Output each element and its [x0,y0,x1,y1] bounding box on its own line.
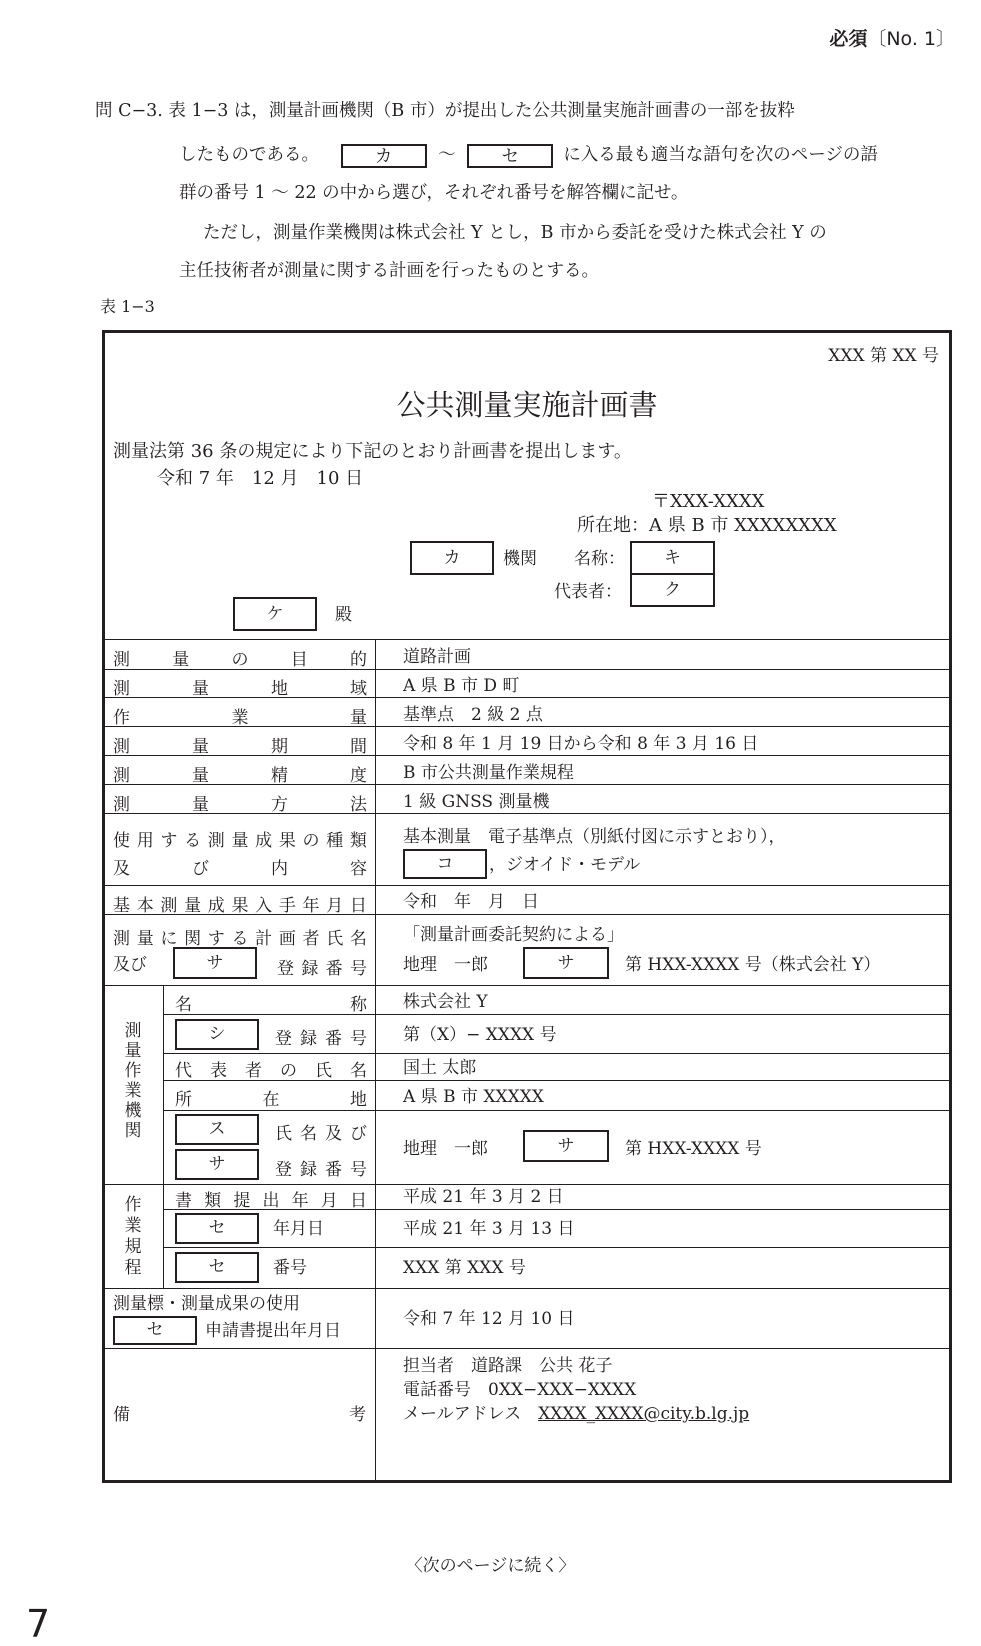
value-planner-1: 「測量計画委託契約による」 [403,925,624,945]
value-agency-loc: A 県 B 市 XXXXX [403,1087,544,1107]
value-acquire: 令和 年 月 日 [403,892,539,912]
blank-box-se-2: セ [175,1213,259,1244]
value-agency-chief-b: 第 HXX-XXXX 号 [625,1139,762,1159]
blank-box-ke: ケ [233,597,317,631]
question-line-5: 主任技術者が測量に関する計画を行ったものとする。 [179,261,599,281]
blank-box-se-4: セ [113,1316,197,1345]
email: XXXX_XXXX@city.b.lg.jp [538,1404,750,1424]
value-results-1: 基本測量 電子基準点（別紙付図に示すとおり）， [403,827,786,847]
label-rules-num: 番号 [273,1258,307,1278]
label-agency-name: 名 称 [175,995,367,1015]
postal-code: 〒XXX-XXXX [652,491,765,512]
value-rules-ymd: 平成 21 年 3 月 13 日 [403,1219,575,1239]
value-agency-rep: 国土 太郎 [403,1058,477,1078]
question-number: 〔No. 1〕 [867,28,955,50]
dono-label: 殿 [335,605,352,625]
label-acquire: 基 本 測 量 成 果 入 手 年 月 日 [113,896,367,916]
label-agency-chief-2: 登 録 番 号 [275,1160,367,1180]
label-remarks-a: 備 [113,1405,130,1425]
remarks-line-3: メールアドレス XXXX_XXXX@city.b.lg.jp [403,1404,750,1424]
label-agency-rep: 代 表 者 の 氏 名 [175,1061,367,1081]
blank-box-ka: カ [410,541,494,575]
label-results-1: 使 用 す る 測 量 成 果 の 種 類 [113,831,367,851]
question-line-2: したものである。 カ 〜 セ に入る最も適当な語句を次のページの語 [179,145,878,167]
form-title: 公共測量実施計画書 [396,388,658,422]
value-use: 令和 7 年 12 月 10 日 [403,1309,575,1329]
implementation-plan-form [102,330,952,1483]
label-period: 測 量 期 間 [113,737,367,757]
label-method: 測 量 方 法 [113,795,367,815]
question-line-4: ただし，測量作業機関は株式会社 Y とし，B 市から委託を受けた株式会社 Y の [203,223,827,243]
blank-box-sa: サ [173,947,257,979]
label-work: 作 業 量 [113,708,367,728]
form-intro: 測量法第 36 条の規定により下記のとおり計画書を提出します。 [113,441,632,462]
blank-box-ka: カ [341,144,427,168]
label-area: 測 量 地 域 [113,679,367,699]
question-line-1: 問 C−3. 表 1−3 は，測量計画機関（B 市）が提出した公共測量実施計画書の一部を抜粋 [95,101,795,121]
blank-box-se: セ [467,144,553,168]
label-purpose: 測 量 の 目 的 [113,650,367,670]
blank-box-sa-3: サ [175,1149,259,1180]
question-line-3: 群の番号 1 〜 22 の中から選び，それぞれ番号を解答欄に記せ。 [179,183,689,203]
label-agency-loc: 所 在 地 [175,1090,367,1110]
value-work: 基準点 2 級 2 点 [403,705,543,725]
value-method: 1 級 GNSS 測量機 [403,792,550,812]
value-planner-2a: 地理 一郎 [403,955,488,975]
value-accuracy: B 市公共測量作業規程 [403,763,574,783]
form-date: 令和 7 年 12 月 10 日 [157,468,364,489]
required-label: 必須 [829,28,868,50]
label-use-2: 申請書提出年月日 [205,1321,341,1341]
label-rules-ymd: 年月日 [273,1219,324,1239]
address: 所在地：A 県 B 市 XXXXXXXX [577,515,837,536]
label-remarks-b: 考 [349,1405,366,1425]
label-rules-submit: 書 類 提 出 年 月 日 [175,1191,367,1211]
blank-box-sa-2: サ [523,947,609,979]
remarks-line-1: 担当者 道路課 公共 花子 [403,1356,613,1376]
blank-box-su: ス [175,1114,259,1145]
value-results-2: ，ジオイド・モデル [489,855,641,875]
blank-box-ki: キ [630,541,715,575]
label-results-2: 及 び 内 容 [113,859,367,879]
agency-label: 機関 [503,549,537,569]
table-label: 表 1−3 [100,297,155,316]
value-rules-num: XXX 第 XXX 号 [403,1258,526,1278]
label-planner-1: 測 量 に 関 す る 計 画 者 氏 名 [113,929,367,949]
blank-box-sa-4: サ [523,1130,609,1162]
value-planner-2b: 第 HXX-XXXX 号（株式会社 Y） [625,955,881,975]
label-rules-group: 作 業 規 程 [124,1195,142,1278]
label-planner-2b: 登 録 番 号 [277,959,367,979]
label-use-1: 測量標・測量成果の使用 [113,1294,300,1314]
value-area: A 県 B 市 D 町 [403,676,520,696]
label-agency-group: 測 量 作 業 機 関 [124,1021,142,1141]
value-agency-chief-a: 地理 一郎 [403,1139,488,1159]
value-agency-name: 株式会社 Y [403,992,488,1012]
label-agency-chief-1: 氏 名 及 び [275,1124,367,1144]
page-number: 7 [26,1602,51,1646]
name-label: 名称： [574,549,625,569]
value-agency-reg: 第（X）− XXXX 号 [403,1025,557,1045]
label-agency-reg: 登 録 番 号 [275,1029,367,1049]
value-period: 令和 8 年 1 月 19 日から令和 8 年 3 月 16 日 [403,734,759,754]
value-purpose: 道路計画 [403,647,471,667]
label-accuracy: 測 量 精 度 [113,766,367,786]
remarks-line-2: 電話番号 0XX−XXX−XXXX [403,1380,637,1400]
continue-note: 〈次のページに続く〉 [405,1556,576,1576]
value-rules-submit: 平成 21 年 3 月 2 日 [403,1187,564,1207]
blank-box-ko: コ [403,849,487,879]
representative-label: 代表者： [554,582,622,602]
page-header [829,24,955,51]
document-number: XXX 第 XX 号 [828,346,939,366]
label-planner-2a: 及び [113,955,147,975]
blank-box-shi: シ [175,1019,259,1050]
blank-box-ku: ク [630,573,715,607]
blank-box-se-3: セ [175,1252,259,1283]
